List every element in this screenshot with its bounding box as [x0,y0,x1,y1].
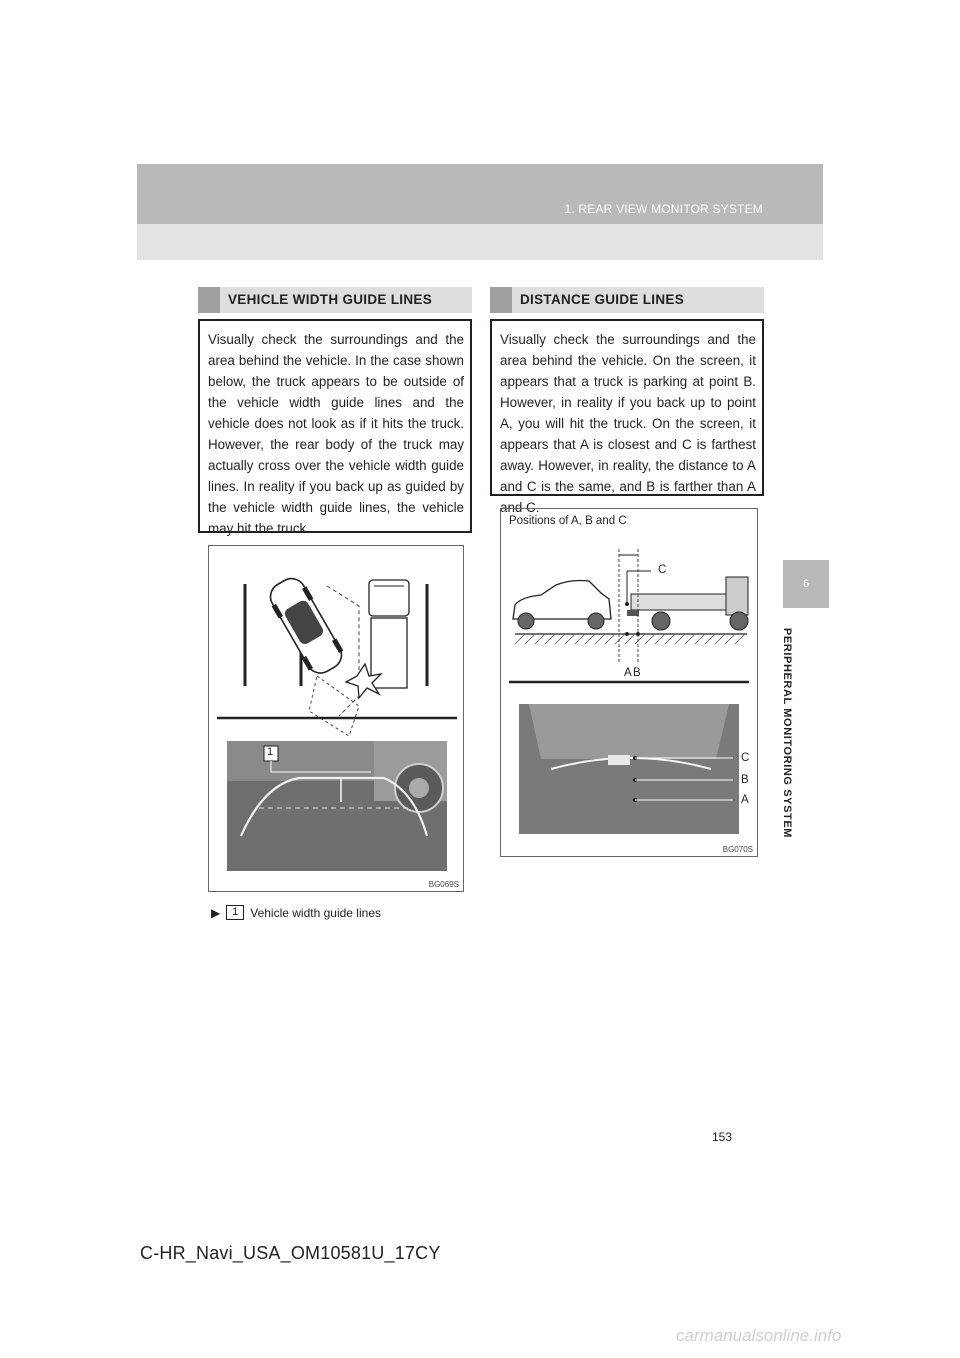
section-title: 1. REAR VIEW MONITOR SYSTEM [564,202,763,216]
caption-number: 1 [226,905,244,920]
figure-code: BG069S [428,880,459,889]
caption-arrow-icon: ▶ [211,905,221,920]
label-c-top: C [658,564,667,576]
section-heading-text: VEHICLE WIDTH GUIDE LINES [228,292,433,307]
caption-vehicle-width [211,905,381,920]
chapter-number: 6 [802,578,810,590]
label-b-top: B [633,667,641,679]
page-number: 153 [712,1130,733,1144]
heading-marker [490,287,512,313]
figure-distance [500,508,758,857]
document-code: C-HR_Navi_USA_OM10581U_17CY [140,1243,441,1263]
label-a-top: A [624,667,632,679]
section-heading-vehicle-width [198,287,472,313]
vehicle-width-illustration [209,546,463,891]
header-band [137,164,823,224]
label-a-screen: A [741,794,749,806]
caption-text: Vehicle width guide lines [250,905,381,920]
section-heading-text: DISTANCE GUIDE LINES [520,292,685,307]
chapter-tab [783,560,829,608]
watermark: carmanualsonline.info [676,1326,842,1345]
heading-marker [198,287,220,313]
figure-title: Positions of A, B and C [509,515,627,527]
chapter-title [777,620,797,845]
warning-box-vehicle-width [198,319,472,536]
warning-text: Visually check the surroundings and the area behind the vehicle. In the case shown below, the truck appears to be outside of the vehicle width guide lines and the vehicle does not look as if it hits the truck. However, the rear body of the truck may actually cross over the vehicle width guide lines. In reality if you back up as guided by the vehicle width guide lines, the vehicle may hit the truck. [208,332,464,536]
distance-illustration [501,509,757,856]
figure-vehicle-width [208,545,464,892]
callout-number: 1 [267,746,274,758]
chapter-title-text: PERIPHERAL MONITORING SYSTEM [781,627,793,838]
section-heading-distance [490,287,764,313]
warning-text: Visually check the surroundings and the area behind the vehicle. On the screen, it appears that a truck is parking at point B. However, in reality if you back up to point A, you will hit the truck. On the screen, it appears that A is closest and C is farthest away. However, in reality, the distance to A and C is the same, and B is farther than A and C. [500,332,756,515]
header-subband [137,224,823,260]
label-b-screen: B [741,774,749,786]
figure-code: BG070S [722,845,753,854]
warning-box-distance [490,319,764,515]
label-c-screen: C [741,752,750,764]
